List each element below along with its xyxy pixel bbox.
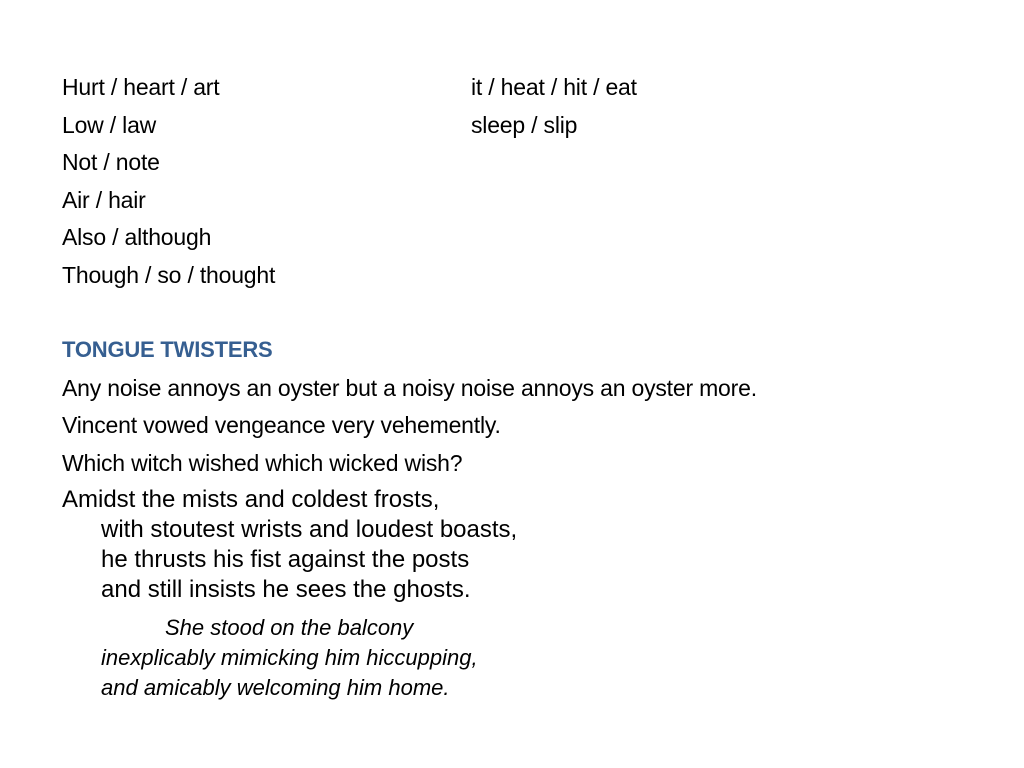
word-pair-sleep: sleep / slip	[471, 112, 578, 138]
poem-mists-line-1: Amidst the mists and coldest frosts,	[62, 486, 440, 513]
twister-vincent: Vincent vowed vengeance very vehemently.	[62, 412, 501, 438]
poem-mists-line-2: with stoutest wrists and loudest boasts,	[101, 516, 518, 543]
word-pair-not: Not / note	[62, 149, 160, 175]
word-pair-also: Also / although	[62, 224, 212, 250]
tongue-twisters-heading: TONGUE TWISTERS	[62, 337, 273, 362]
word-pair-it: it / heat / hit / eat	[471, 74, 637, 100]
poem-mists-line-4: and still insists he sees the ghosts.	[101, 576, 471, 603]
twister-witch: Which witch wished which wicked wish?	[62, 450, 463, 476]
word-pair-hurt: Hurt / heart / art	[62, 74, 220, 100]
poem-balcony-line-1: She stood on the balcony	[165, 615, 414, 640]
word-pair-though: Though / so / thought	[62, 262, 276, 288]
poem-mists-line-3: he thrusts his fist against the posts	[101, 546, 470, 573]
poem-balcony-line-2: inexplicably mimicking him hiccupping,	[101, 645, 478, 670]
twister-oyster: Any noise annoys an oyster but a noisy noise annoys an oyster more.	[62, 375, 757, 401]
poem-balcony-line-3: and amicably welcoming him home.	[101, 675, 450, 700]
word-pair-air: Air / hair	[62, 187, 146, 213]
word-pair-low: Low / law	[62, 112, 157, 138]
